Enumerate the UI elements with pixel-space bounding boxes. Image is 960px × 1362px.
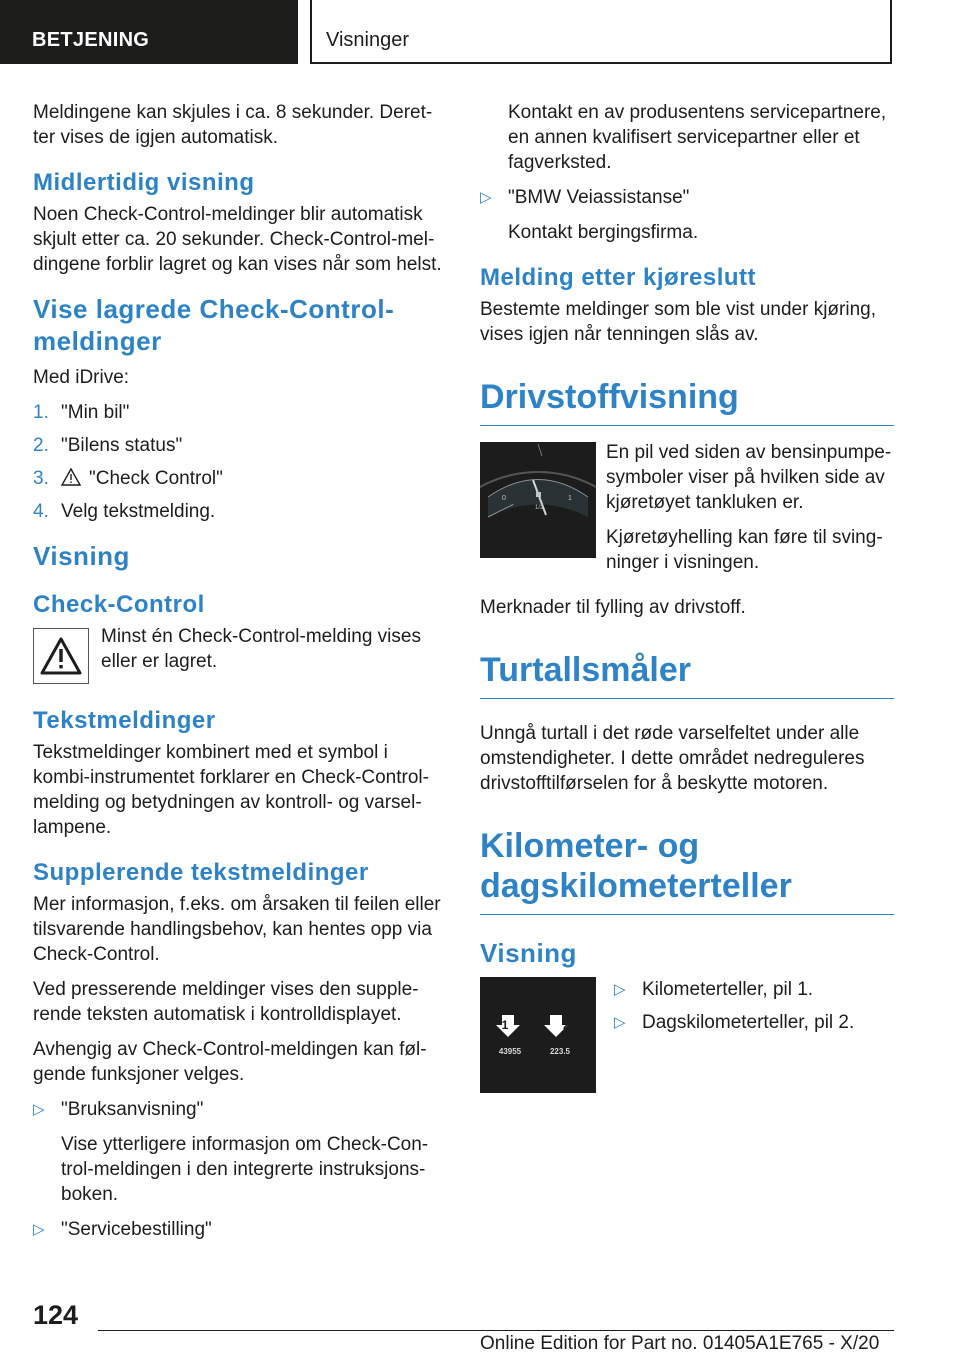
bullet-triangle-icon: ▷: [614, 1014, 626, 1031]
odometer-item: Kilometerteller, pil 1.: [642, 979, 814, 1000]
intro-paragraph: Meldingene kan skjules i ca. 8 sekunder. Deret‐ ter vises de igjen automatisk.: [33, 102, 433, 148]
assist-label: "BMW Veiassistanse": [508, 187, 690, 208]
check-control-heading: Check-Control: [33, 591, 205, 618]
text-messages-body: Tekstmeldinger kombinert med et symbol i kombi-instrumentet forklarer en Check-Control-melding og betydningen av kontroll- og varsel‐ lampene.: [33, 742, 429, 838]
list-item: [33, 1097, 443, 1122]
fuel-display-heading: Drivstoffvisning: [480, 377, 894, 426]
stored-messages-heading: Vise lagrede Check-Control-meldinger: [33, 294, 395, 356]
list-item: [33, 499, 443, 524]
supplementary-p1: Mer informasjon, f.eks. om årsaken til feilen eller tilsvarende handlingsbehov, kan hentes opp via Check-Control.: [33, 894, 441, 965]
assist-list: [480, 185, 894, 210]
service-desc: Kontakt en av produsentens servicepartnere, en annen kvalifisert servicepartner eller et fagverksted.: [508, 102, 887, 173]
check-control-symbol: [33, 628, 89, 684]
step-number: 3.: [33, 468, 49, 489]
gauge-label-empty: 0: [502, 495, 506, 502]
odometer-list: [614, 977, 894, 1043]
bullet-triangle-icon: ▷: [33, 1221, 45, 1238]
list-item: [480, 185, 894, 210]
step-number: 1.: [33, 402, 49, 423]
odometer-image: [480, 977, 596, 1093]
stored-intro: Med iDrive:: [33, 367, 130, 388]
fuel-gauge-image: [480, 442, 596, 558]
fuel-row: [480, 442, 894, 585]
bullet-triangle-icon: ▷: [480, 189, 492, 206]
odometer-row: [480, 977, 894, 1093]
step-text: "Bilens status": [61, 435, 183, 456]
header-section-title: BETJENING: [32, 29, 150, 51]
odometer-value: 43955: [498, 1047, 522, 1056]
supplementary-p3: Avhengig av Check-Control-meldingen kan føl‐ gende funksjoner velges.: [33, 1039, 427, 1085]
list-item: [33, 1217, 443, 1242]
bullet-triangle-icon: ▷: [614, 981, 626, 998]
footer-divider: [98, 1330, 894, 1331]
rev-counter-heading: Turtallsmåler: [480, 650, 894, 699]
temporary-display-text: Noen Check-Control-meldinger blir automatisk skjult etter ca. 20 sekunder. Check-Control-mel‐ dingene forblir lagret og kan vises når som helst.: [33, 204, 442, 275]
options-list: [33, 1217, 443, 1242]
odometer-graphic: [480, 977, 596, 1093]
list-item: [33, 433, 443, 458]
step-text: "Min bil": [61, 402, 130, 423]
gauge-label-full: 1: [568, 495, 572, 502]
odometer-sub-heading: Visning: [480, 938, 577, 968]
left-column: [33, 100, 443, 1252]
header-chapter-tab: [310, 0, 892, 64]
list-item: [614, 1010, 894, 1035]
fuel-text-2: Kjøretøyhelling kan føre til sving‐ ninger i visningen.: [606, 527, 883, 573]
supplementary-heading: Supplerende tekstmeldinger: [33, 859, 369, 886]
after-drive-heading: Melding etter kjøreslutt: [480, 264, 757, 291]
fuel-note: Merknader til fylling av drivstoff.: [480, 597, 746, 618]
arrow-label-1: 1: [501, 1018, 509, 1032]
check-control-row: [33, 624, 443, 684]
stored-steps-list: [33, 400, 443, 524]
option-desc: Vise ytterligere informasjon om Check-Con‐ trol-meldingen i den integrerte instruksjons‐ boken.: [61, 1134, 429, 1205]
list-item: [33, 400, 443, 425]
text-messages-heading: Tekstmeldinger: [33, 707, 216, 734]
supplementary-p2: Ved presserende meldinger vises den supple‐ rende teksten automatisk i kontrolldisplayet.: [33, 979, 419, 1025]
display-heading: Visning: [33, 541, 130, 571]
fuel-text-block: [606, 440, 894, 585]
option-label: "Servicebestilling": [61, 1219, 212, 1240]
list-item: [614, 977, 894, 1002]
gauge-label-half: 1/2: [535, 505, 544, 511]
fuel-gauge-graphic: [480, 442, 596, 558]
list-item: [33, 466, 443, 491]
footer-edition: Online Edition for Part no. 01405A1E765 - X/20: [480, 1333, 880, 1354]
option-label: "Bruksanvisning": [61, 1099, 204, 1120]
rev-counter-text: Unngå turtall i det røde varselfeltet under alle omstendigheter. I dette området nedreguleres drivstofftilførselen for å beskytte motoren.: [480, 723, 865, 794]
step-text: "Check Control": [89, 468, 223, 489]
temporary-display-heading: Midlertidig visning: [33, 169, 255, 196]
after-drive-text: Bestemte meldinger som ble vist under kjøring, vises igjen når tenningen slås av.: [480, 299, 876, 345]
check-control-text: Minst én Check-Control-melding vises eller er lagret.: [101, 626, 421, 672]
fuel-text-1: En pil ved siden av bensinpumpe‐ symboler viser på hvilken side av kjøretøyet tankluken er.: [606, 442, 892, 513]
step-number: 4.: [33, 501, 49, 522]
assist-desc: Kontakt bergingsfirma.: [508, 222, 699, 243]
bullet-triangle-icon: ▷: [33, 1101, 45, 1118]
options-list: [33, 1097, 443, 1122]
trip-value: 223.5: [549, 1047, 571, 1056]
step-number: 2.: [33, 435, 49, 456]
odometer-heading: Kilometer- og dagskilometerteller: [480, 826, 894, 915]
odometer-item: Dagskilometerteller, pil 2.: [642, 1012, 855, 1033]
warning-triangle-icon: [40, 637, 82, 675]
right-column: [480, 100, 894, 1103]
step-text: Velg tekstmelding.: [61, 501, 216, 522]
arrow-label-2: 2: [563, 1018, 570, 1032]
header-chapter-title: Visninger: [326, 29, 410, 51]
warning-triangle-icon: [61, 468, 81, 486]
header-section-tab: [0, 0, 298, 64]
page-number: 124: [33, 1300, 79, 1330]
